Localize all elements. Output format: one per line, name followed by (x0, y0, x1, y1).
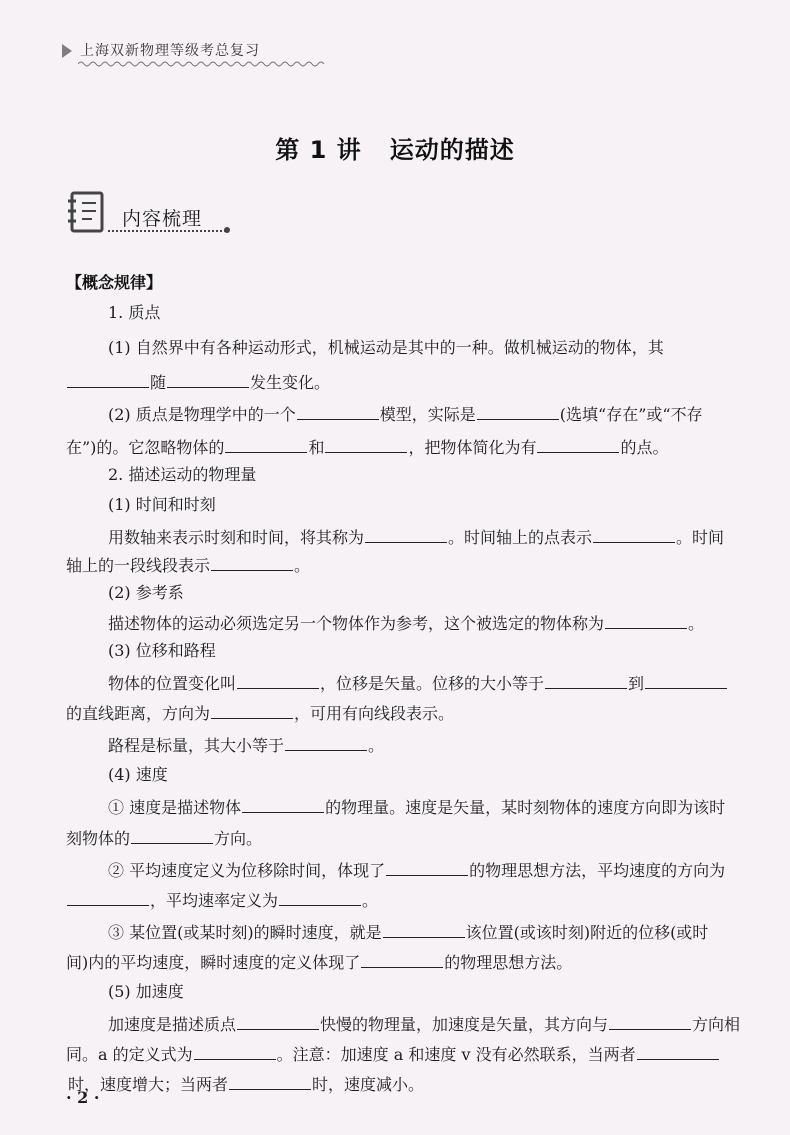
line-text: 同。a 的定义式为 (66, 1045, 193, 1064)
line-text: ，把物体简化为有 (408, 438, 537, 457)
lesson-title (0, 130, 790, 165)
line-text: 刻物体的 (66, 829, 131, 848)
text-line (66, 1074, 424, 1095)
fill-in-blank[interactable] (325, 437, 407, 453)
line-text: ，平均速率定义为 (150, 891, 279, 910)
fill-in-blank[interactable] (477, 404, 559, 420)
subsection-heading: 【概念规律】 (66, 273, 163, 292)
text-line (108, 860, 725, 881)
fill-in-blank[interactable] (194, 1044, 276, 1060)
text-line (66, 828, 262, 849)
triangle-marker-icon (62, 44, 72, 58)
line-text: 轴上的一段线段表示 (66, 556, 211, 575)
fill-in-blank[interactable] (237, 1014, 319, 1030)
line-text: 。 (368, 736, 385, 755)
line-text: (2) 参考系 (108, 583, 184, 602)
line-text: 。 (688, 614, 705, 633)
line-text: 和 (308, 438, 325, 457)
text-line (108, 982, 184, 1002)
fill-in-blank[interactable] (67, 372, 149, 388)
fill-in-blank[interactable] (242, 797, 324, 813)
line-text: 的点。 (620, 438, 669, 457)
fill-in-blank[interactable] (297, 404, 379, 420)
line-text: 。时间轴上的点表示 (448, 528, 593, 547)
line-text: ① 速度是描述物体 (108, 798, 242, 817)
line-text: 随 (150, 373, 167, 392)
line-text: ② 平均速度定义为位移除时间，体现了 (108, 861, 386, 880)
line-text: ，可用有向线段表示。 (294, 704, 455, 723)
fill-in-blank[interactable] (593, 527, 675, 543)
line-text: 的物理思想方法。 (444, 953, 573, 972)
line-text: (4) 速度 (108, 765, 168, 784)
line-text: 2. 描述运动的物理量 (108, 465, 257, 484)
line-text: 的直线距离，方向为 (66, 704, 211, 723)
text-line (108, 527, 724, 548)
line-text: (5) 加速度 (108, 982, 184, 1001)
fill-in-blank[interactable] (605, 613, 687, 629)
text-line (108, 673, 728, 694)
text-line (66, 952, 572, 973)
lesson-name: 运动的描述 (389, 136, 515, 164)
line-text: 。 (362, 891, 379, 910)
text-line (108, 404, 703, 425)
line-text: 。注意：加速度 a 和速度 v 没有必然联系，当两者 (276, 1045, 636, 1064)
fill-in-blank[interactable] (167, 372, 249, 388)
notebook-icon (66, 189, 110, 237)
line-text: 。 (294, 556, 311, 575)
fill-in-blank[interactable] (365, 527, 447, 543)
line-text: 发生变化。 (250, 373, 331, 392)
text-line (108, 735, 384, 756)
line-text: 。时间 (676, 528, 725, 547)
fill-in-blank[interactable] (361, 952, 443, 968)
section-dotted-rule (108, 230, 226, 232)
fill-in-blank[interactable] (225, 437, 307, 453)
line-text: ，位移是矢量。位移的大小等于 (320, 674, 545, 693)
text-line (66, 890, 378, 911)
text-line (108, 338, 664, 358)
line-text: 快慢的物理量，加速度是矢量，其方向与 (320, 1015, 609, 1034)
text-line (66, 372, 330, 393)
text-line (108, 641, 216, 661)
text-line (108, 303, 160, 323)
line-text: 间)内的平均速度，瞬时速度的定义体现了 (66, 953, 361, 972)
line-text: 方向相 (692, 1015, 741, 1034)
page-number: · 2 · (66, 1088, 100, 1107)
line-text: 在”)的。它忽略物体的 (66, 438, 225, 457)
line-text: 的物理思想方法，平均速度的方向为 (469, 861, 726, 880)
fill-in-blank[interactable] (229, 1074, 311, 1090)
wavy-underline (78, 60, 328, 68)
book-title: 上海双新物理等级考总复习 (80, 43, 260, 59)
fill-in-blank[interactable] (211, 703, 293, 719)
line-text: 到 (628, 674, 645, 693)
line-text: 加速度是描述质点 (108, 1015, 237, 1034)
line-text: 用数轴来表示时刻和时间，将其称为 (108, 528, 365, 547)
line-text: (选填“存在”或“不存 (559, 405, 703, 424)
text-line (108, 613, 704, 634)
fill-in-blank[interactable] (279, 890, 361, 906)
lesson-number: 第 1 讲 (275, 136, 362, 164)
text-line (108, 922, 708, 943)
fill-in-blank[interactable] (285, 735, 367, 751)
text-line (108, 797, 725, 818)
text-line (66, 1044, 720, 1065)
line-text: (3) 位移和路程 (108, 641, 216, 660)
line-text: (1) 自然界中有各种运动形式，机械运动是其中的一种。做机械运动的物体，其 (108, 338, 664, 357)
line-text: 方向。 (214, 829, 263, 848)
fill-in-blank[interactable] (537, 437, 619, 453)
fill-in-blank[interactable] (211, 555, 293, 571)
text-line (108, 765, 168, 785)
line-text: 模型，实际是 (379, 405, 476, 424)
line-text: 的物理量。速度是矢量，某时刻物体的速度方向即为该时 (325, 798, 726, 817)
fill-in-blank[interactable] (131, 828, 213, 844)
text-line (66, 703, 454, 724)
fill-in-blank[interactable] (67, 890, 149, 906)
fill-in-blank[interactable] (383, 922, 465, 938)
line-text: 描述物体的运动必须选定另一个物体作为参考，这个被选定的物体称为 (108, 614, 605, 633)
line-text: (1) 时间和时刻 (108, 495, 216, 514)
fill-in-blank[interactable] (637, 1044, 719, 1060)
section-heading: 内容梳理 (122, 208, 203, 230)
text-line (108, 465, 256, 485)
line-text: 路程是标量，其大小等于 (108, 736, 285, 755)
text-line (108, 1014, 740, 1035)
text-line (108, 495, 216, 515)
line-text: 物体的位置变化叫 (108, 674, 237, 693)
text-line (108, 583, 184, 603)
line-text: 1. 质点 (108, 303, 161, 322)
line-text: 该位置(或该时刻)附近的位移(或时 (465, 923, 709, 942)
text-line (66, 555, 310, 576)
fill-in-blank[interactable] (645, 673, 727, 689)
line-text: 时，速度增大；当两者 (68, 1075, 229, 1094)
line-text: (2) 质点是物理学中的一个 (108, 405, 296, 424)
running-header (62, 38, 332, 68)
line-text: 时，速度减小。 (312, 1075, 425, 1094)
text-line (66, 437, 668, 458)
section-rule-end-dot (224, 227, 230, 233)
fill-in-blank[interactable] (386, 860, 468, 876)
line-text: ③ 某位置(或某时刻)的瞬时速度，就是 (108, 923, 382, 942)
fill-in-blank[interactable] (237, 673, 319, 689)
fill-in-blank[interactable] (545, 673, 627, 689)
fill-in-blank[interactable] (609, 1014, 691, 1030)
